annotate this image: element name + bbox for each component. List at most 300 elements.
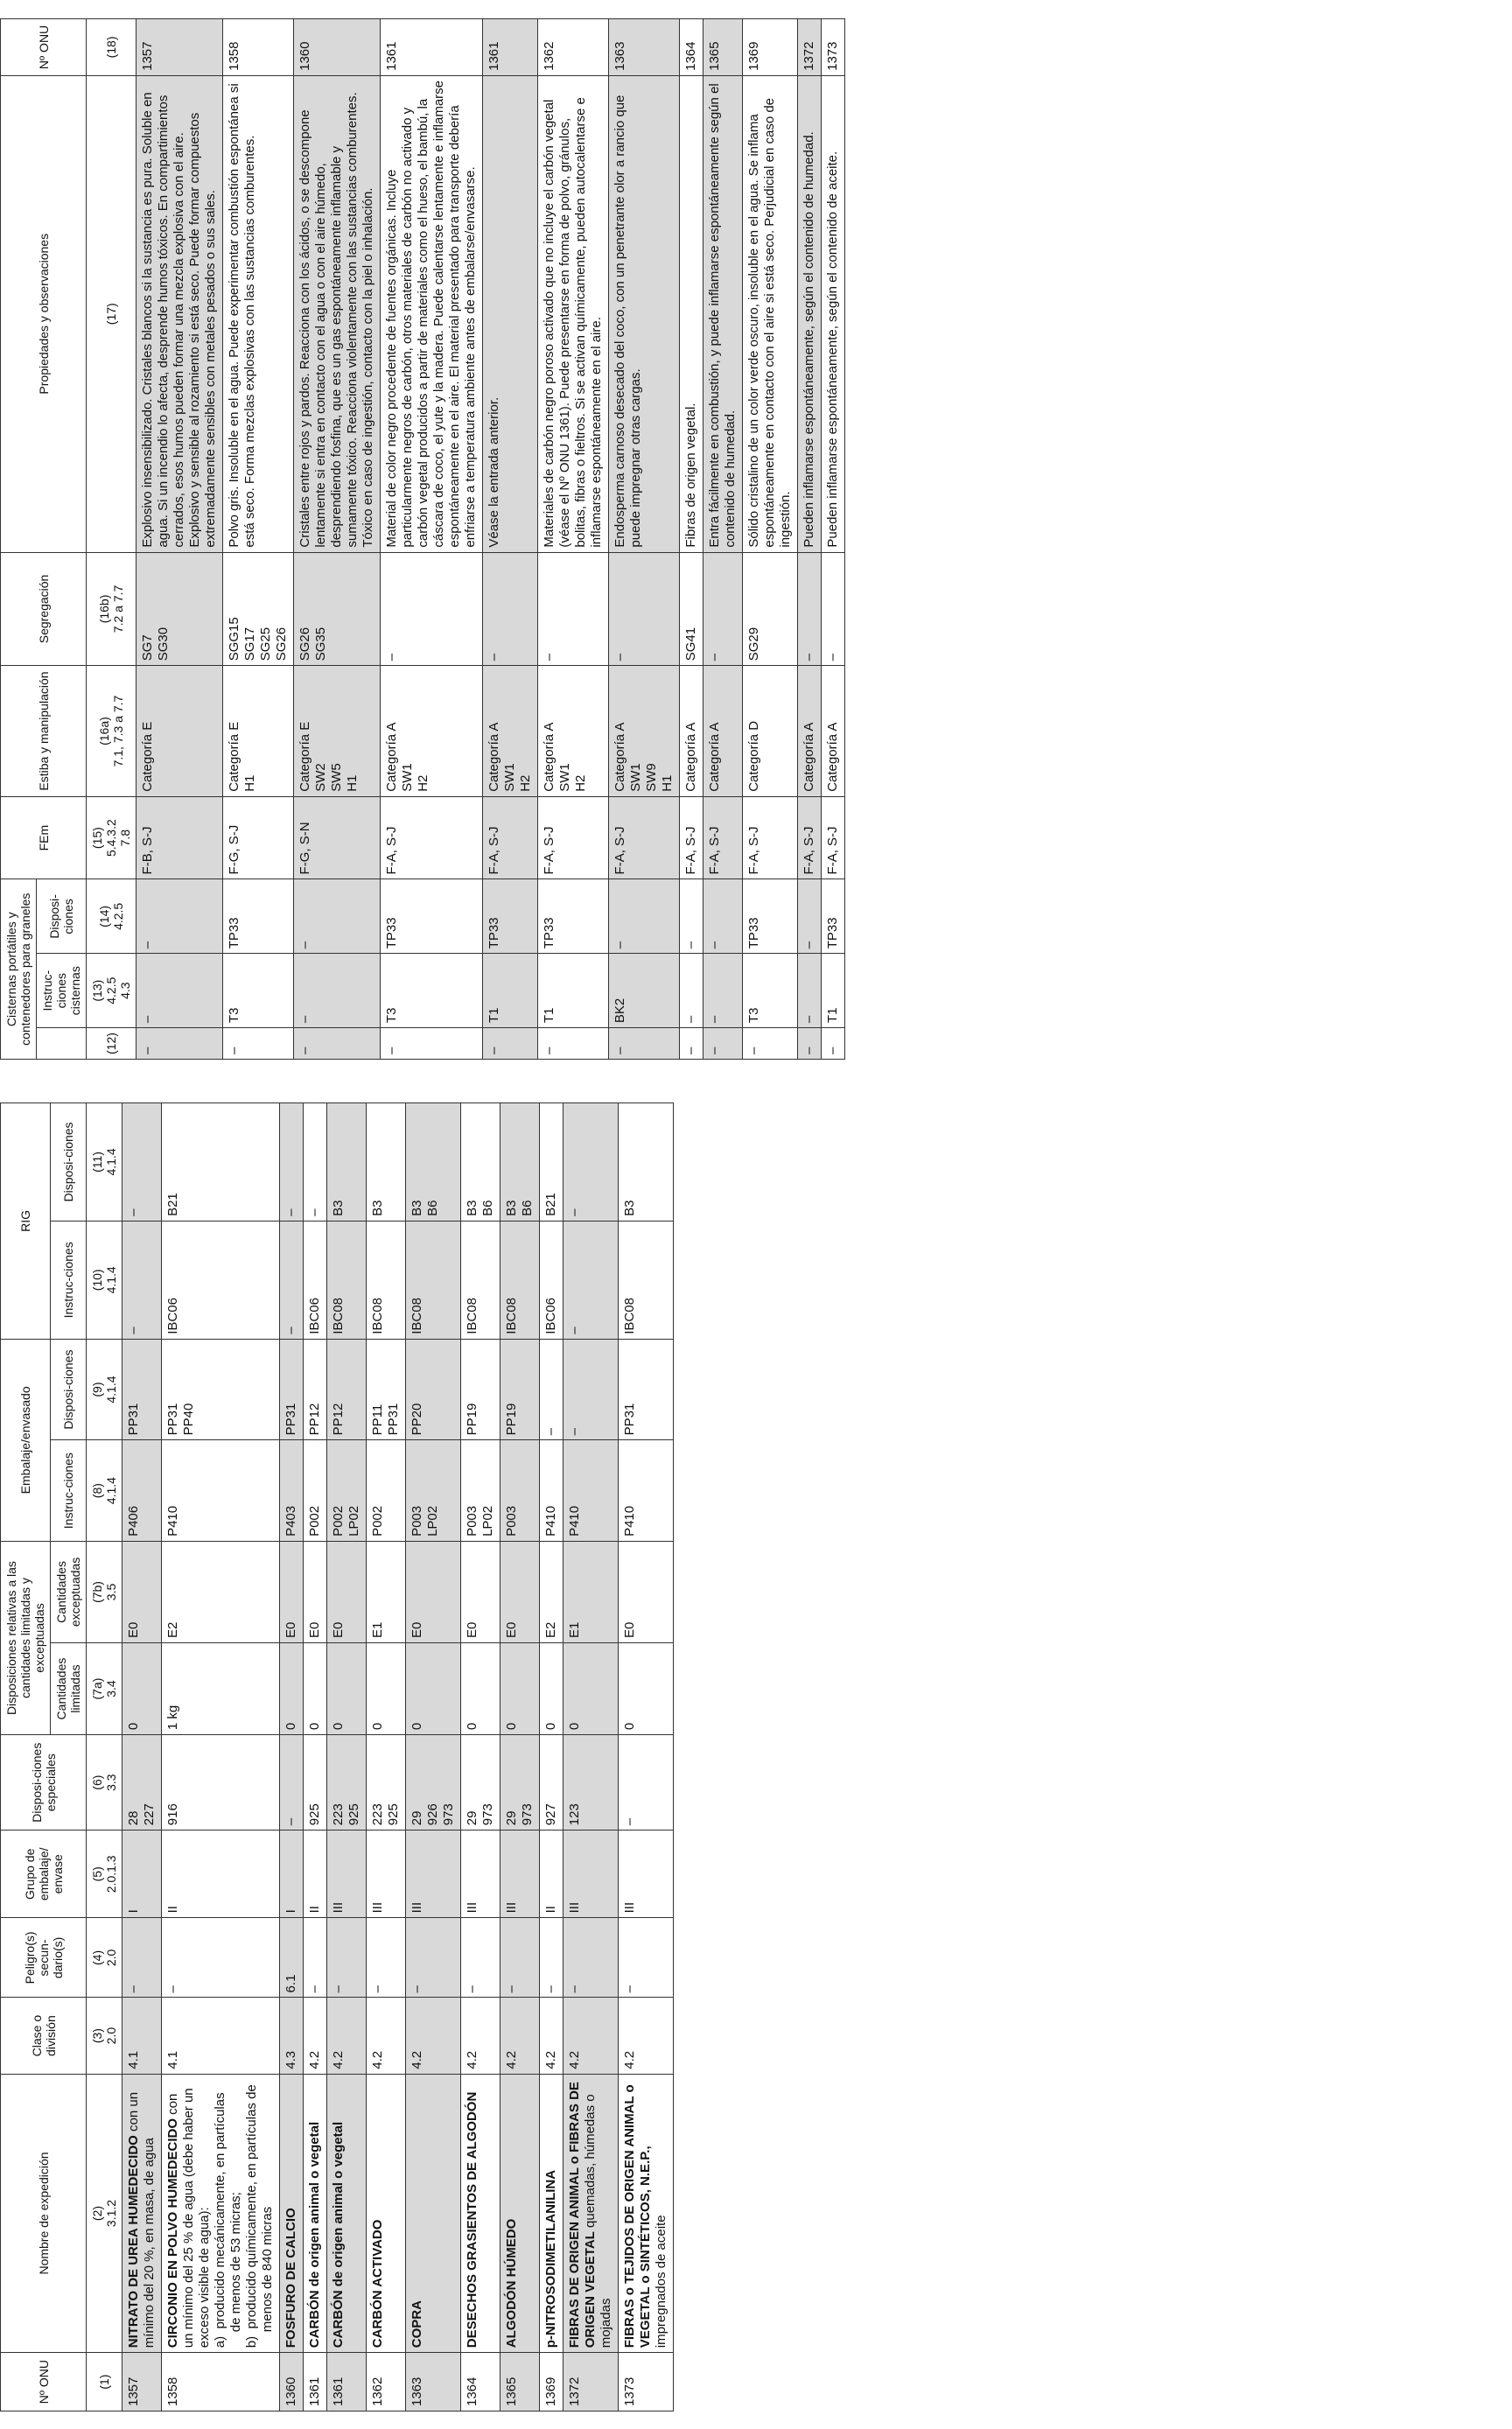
cell-line: 0 xyxy=(284,1722,298,1731)
cell-shipping-name xyxy=(540,2074,564,2352)
cell-line: P410 xyxy=(165,1505,180,1536)
cell-line: 29 xyxy=(504,1810,519,1826)
column-number xyxy=(87,1643,122,1735)
cell-pack-instructions xyxy=(304,1440,327,1542)
cell-ibc-provisions xyxy=(461,1103,500,1222)
shipping-name-main: ALGODÓN HÚMEDO xyxy=(504,2218,519,2348)
cell-excepted-qty xyxy=(162,1541,280,1642)
cell-line: Polvo gris. Insoluble en el agua. Puede experimentar combustión espontánea si está seco. Forma mezclas explosivas con las sustancias comburentes. xyxy=(227,83,257,548)
cell-line: 4.1.4 xyxy=(104,1477,118,1505)
cell-line: 4.2.5 xyxy=(104,976,118,1004)
cell-line: 0 xyxy=(331,1722,346,1731)
cell-line: B21 xyxy=(165,1193,180,1216)
cell-shipping-name xyxy=(500,2074,540,2352)
cell-line: F-A, S-J xyxy=(825,826,840,875)
cell-ems xyxy=(609,796,680,879)
cell-line: SG25 xyxy=(258,626,273,662)
cell-line: (7a) xyxy=(90,1677,104,1700)
cell-line: BK2 xyxy=(612,998,627,1024)
cell-line: 1363 xyxy=(410,2376,424,2406)
cell-packing-group xyxy=(304,1830,327,1918)
cell-packing-group xyxy=(327,1830,367,1918)
shipping-name-qualifier: con un mínimo del 25 % de agua (debe haber un exceso visible de agua): xyxy=(165,2088,212,2348)
cell-tank-provisions xyxy=(609,879,680,954)
cell-tank-instructions xyxy=(136,954,223,1028)
cell-line: – xyxy=(126,1208,141,1216)
cell-line: H1 xyxy=(242,774,257,792)
cell-line: 227 xyxy=(142,1803,157,1826)
cell-ibc-provisions xyxy=(406,1103,461,1222)
cell-pack-provisions xyxy=(122,1339,162,1440)
cell-stowage xyxy=(798,666,822,797)
cell-properties xyxy=(538,75,609,552)
cell-line: E0 xyxy=(307,1621,322,1638)
cell-packing-group xyxy=(564,1830,619,1918)
cell-line: – xyxy=(683,1046,698,1054)
cell-col12 xyxy=(294,1028,381,1060)
cell-line: SG29 xyxy=(746,626,761,662)
cell-shipping-name xyxy=(406,2074,461,2352)
cell-line: (2) xyxy=(90,2205,104,2222)
cell-line: TP33 xyxy=(486,917,501,949)
table-row xyxy=(367,1103,406,2412)
cell-line: (7b) xyxy=(90,1581,104,1603)
cell-tank-instructions xyxy=(483,954,538,1028)
cell-subrisk xyxy=(367,1918,406,1998)
cell-line: E0 xyxy=(284,1621,298,1638)
shipping-name-main: FOSFURO DE CALCIO xyxy=(284,2208,298,2348)
table-row xyxy=(280,1103,304,2412)
cell-col12 xyxy=(822,1028,845,1060)
cell-un xyxy=(743,19,798,76)
cell-line: SW5 xyxy=(329,763,344,792)
cell-properties xyxy=(743,75,798,552)
cell-class xyxy=(367,1998,406,2074)
cell-line: 4.2.5 xyxy=(111,902,125,930)
cell-tank-instructions xyxy=(294,954,381,1028)
cell-ibc-instructions xyxy=(461,1221,500,1339)
cell-line: (12) xyxy=(104,1032,118,1054)
cell-line: (17) xyxy=(104,303,118,326)
cell-line: – xyxy=(612,653,627,662)
cell-line: – xyxy=(567,1208,582,1216)
cell-line: 4.2 xyxy=(370,2050,385,2069)
cell-col12 xyxy=(136,1028,223,1060)
cell-line: 1358 xyxy=(165,2376,180,2406)
cell-line: 1365 xyxy=(707,41,722,71)
cell-line: IBC06 xyxy=(543,1298,558,1334)
cell-line: E0 xyxy=(504,1621,519,1638)
cell-line: 1360 xyxy=(284,2376,298,2406)
cell-line: E1 xyxy=(370,1621,385,1638)
cell-line: PP40 xyxy=(181,1403,196,1436)
table-row xyxy=(162,1103,280,2412)
cell-stowage xyxy=(538,666,609,797)
cell-ems xyxy=(538,796,609,879)
cell-line: 973 xyxy=(520,1803,535,1826)
cell-line: (14) xyxy=(97,905,111,928)
cell-stowage xyxy=(609,666,680,797)
cell-line: 0 xyxy=(567,1722,582,1731)
table-row xyxy=(327,1103,367,2412)
cell-line: – xyxy=(683,941,698,949)
cell-line: – xyxy=(542,653,556,662)
cell-pack-instructions xyxy=(461,1440,500,1542)
cell-line: TP33 xyxy=(542,917,556,949)
cell-ems xyxy=(822,796,845,879)
shipping-name-main: COPRA xyxy=(410,2300,424,2348)
cell-line: SW2 xyxy=(313,763,328,792)
cell-ibc-instructions xyxy=(500,1221,540,1339)
shipping-name-qualifier: quemadas, húmedas o mojadas xyxy=(583,2094,613,2348)
cell-ibc-provisions xyxy=(122,1103,162,1222)
cell-col12 xyxy=(483,1028,538,1060)
cell-line: 1372 xyxy=(802,41,816,71)
table-row xyxy=(381,19,483,1060)
cell-excepted-qty xyxy=(122,1541,162,1642)
cell-line: 1369 xyxy=(543,2376,558,2406)
dangerous-goods-list-left xyxy=(0,1102,674,2412)
cell-un xyxy=(367,2353,406,2412)
cell-col12 xyxy=(381,1028,483,1060)
table-row xyxy=(122,1103,162,2412)
cell-line: PP19 xyxy=(504,1403,519,1436)
cell-line: (5) xyxy=(90,1866,104,1882)
cell-shipping-name xyxy=(304,2074,327,2352)
shipping-name-main: CARBÓN de origen animal o vegetal xyxy=(307,2121,322,2348)
cell-line: – xyxy=(707,1046,722,1054)
cell-pack-provisions xyxy=(619,1339,674,1440)
cell-line: – xyxy=(802,653,816,662)
cell-line: II xyxy=(165,1906,180,1914)
cell-limited-qty xyxy=(162,1643,280,1735)
cell-class xyxy=(500,1998,540,2074)
cell-ibc-instructions xyxy=(619,1221,674,1339)
cell-line: (16b) xyxy=(97,594,111,624)
cell-ibc-instructions xyxy=(540,1221,564,1339)
cell-class xyxy=(564,1998,619,2074)
cell-properties xyxy=(704,75,743,552)
cell-line: (4) xyxy=(90,1950,104,1965)
cell-pack-provisions xyxy=(162,1339,280,1440)
cell-segregation xyxy=(538,552,609,666)
cell-pack-instructions xyxy=(162,1440,280,1542)
table-row xyxy=(461,1103,500,2412)
cell-ibc-provisions xyxy=(540,1103,564,1222)
cell-line: – xyxy=(543,1428,558,1436)
cell-line: (8) xyxy=(90,1483,104,1499)
table-row xyxy=(704,19,743,1060)
cell-col12 xyxy=(704,1028,743,1060)
cell-segregation xyxy=(680,552,704,666)
cell-properties xyxy=(483,75,538,552)
cell-shipping-name xyxy=(619,2074,674,2352)
cell-line: F-A, S-J xyxy=(683,826,698,875)
shipping-name-main: FIBRAS DE ORIGEN ANIMAL o FIBRAS DE ORIGEN VEGETAL xyxy=(567,2082,598,2348)
header-name: Nombre de expedición xyxy=(1,2074,87,2352)
cell-line: 4.1.4 xyxy=(104,1148,118,1176)
cell-limited-qty xyxy=(564,1643,619,1735)
column-number xyxy=(87,1735,122,1830)
cell-limited-qty xyxy=(500,1643,540,1735)
cell-special-provisions xyxy=(500,1735,540,1830)
table-row xyxy=(223,19,294,1060)
table-row xyxy=(500,1103,540,2412)
cell-line: – xyxy=(622,1985,637,1993)
cell-line: 4.2 xyxy=(307,2050,322,2069)
cell-pack-instructions xyxy=(280,1440,304,1542)
cell-line: – xyxy=(486,653,501,662)
cell-subrisk xyxy=(406,1918,461,1998)
cell-line: 3.3 xyxy=(104,1774,118,1791)
cell-tank-instructions xyxy=(743,954,798,1028)
cell-line: 3.1.2 xyxy=(104,2199,118,2228)
header-packaging: Embalaje/envasado xyxy=(1,1339,51,1541)
cell-un xyxy=(162,2353,280,2412)
cell-line: P003 xyxy=(465,1505,480,1536)
cell-line: TP33 xyxy=(384,917,399,949)
cell-line: – xyxy=(165,1985,180,1993)
cell-line: F-A, S-J xyxy=(384,826,399,875)
cell-line: P003 xyxy=(410,1505,424,1536)
cell-excepted-qty xyxy=(280,1541,304,1642)
cell-line: 1373 xyxy=(825,41,840,71)
cell-line: 925 xyxy=(307,1803,322,1826)
cell-line: Véase la entrada anterior. xyxy=(486,396,501,548)
cell-properties xyxy=(798,75,822,552)
cell-line: SG26 xyxy=(298,626,312,662)
cell-line: 0 xyxy=(307,1722,322,1731)
cell-pack-instructions xyxy=(564,1440,619,1542)
cell-pack-provisions xyxy=(406,1339,461,1440)
column-number xyxy=(87,1541,122,1642)
cell-un xyxy=(540,2353,564,2412)
cell-ibc-provisions xyxy=(162,1103,280,1222)
cell-line: – xyxy=(746,1046,761,1054)
cell-line: 1358 xyxy=(227,41,242,71)
cell-special-provisions xyxy=(162,1735,280,1830)
cell-line: IBC06 xyxy=(307,1298,322,1334)
cell-line: 3.4 xyxy=(104,1680,118,1698)
cell-line: 2.0 xyxy=(104,2026,118,2045)
cell-class xyxy=(406,1998,461,2074)
cell-tank-provisions xyxy=(680,879,704,954)
cell-stowage xyxy=(136,666,223,797)
column-number xyxy=(87,552,136,666)
cell-line: 4.1.4 xyxy=(104,1376,118,1404)
cell-line: 927 xyxy=(543,1803,558,1826)
cell-ems xyxy=(294,796,381,879)
cell-ems xyxy=(381,796,483,879)
cell-un xyxy=(704,19,743,76)
cell-line: Materiales de carbón negro poroso activado que no incluye el carbón vegetal (véase el Nº ONU 1361). Puede presentarse en forma de polvo, gránulos, bolitas, fibras o fieltros. Si se activan químicamente, pueden autocalentarse e inflamarse espontáneamente en el aire. xyxy=(542,97,604,548)
cell-line: H1 xyxy=(345,774,360,792)
header-pack-provisions: Disposi-ciones xyxy=(51,1339,87,1440)
cell-line: Categoría E xyxy=(227,721,242,792)
cell-tank-instructions xyxy=(798,954,822,1028)
cell-packing-group xyxy=(162,1830,280,1918)
cell-line: IBC08 xyxy=(370,1298,385,1334)
cell-line: Entra fácilmente en combustión, y puede inflamarse espontáneamente según el contenido de humedad. xyxy=(707,83,738,548)
cell-line: F-A, S-J xyxy=(542,826,556,875)
table-row xyxy=(540,1103,564,2412)
cell-line: III xyxy=(622,1901,637,1914)
table-row xyxy=(743,19,798,1060)
cell-line: Categoría A xyxy=(707,722,722,792)
column-number xyxy=(87,1103,122,1222)
cell-special-provisions xyxy=(461,1735,500,1830)
cell-un xyxy=(136,19,223,76)
cell-line: B21 xyxy=(543,1193,558,1216)
cell-ems xyxy=(483,796,538,879)
cell-col12 xyxy=(609,1028,680,1060)
cell-line: E0 xyxy=(622,1621,637,1638)
cell-segregation xyxy=(609,552,680,666)
cell-line: P410 xyxy=(543,1505,558,1536)
cell-line: PP31 xyxy=(386,1403,401,1436)
cell-line: 0 xyxy=(504,1722,519,1731)
cell-line: – xyxy=(284,1208,298,1216)
cell-line: 1373 xyxy=(622,2376,637,2406)
cell-line: – xyxy=(298,941,312,949)
cell-excepted-qty xyxy=(500,1541,540,1642)
header-ibc-instructions: Instruc-ciones xyxy=(51,1221,87,1339)
header-tank-blank xyxy=(37,1028,87,1060)
cell-line: H2 xyxy=(416,774,430,792)
cell-line: – xyxy=(802,1015,816,1024)
cell-special-provisions xyxy=(406,1735,461,1830)
cell-line: 3.5 xyxy=(104,1583,118,1601)
header-class: Clase o división xyxy=(1,1998,87,2074)
cell-line: Categoría A xyxy=(384,722,399,792)
cell-pack-provisions xyxy=(500,1339,540,1440)
cell-line: – xyxy=(802,1046,816,1054)
cell-line: 4.3 xyxy=(284,2050,298,2069)
cell-segregation xyxy=(743,552,798,666)
cell-line: B3 xyxy=(504,1200,519,1216)
cell-line: – xyxy=(307,1985,322,1993)
cell-line: T3 xyxy=(384,1007,399,1024)
cell-line: – xyxy=(683,1015,698,1024)
cell-stowage xyxy=(483,666,538,797)
cell-line: – xyxy=(612,941,627,949)
cell-class xyxy=(304,1998,327,2074)
cell-shipping-name xyxy=(122,2074,162,2352)
cell-special-provisions xyxy=(327,1735,367,1830)
cell-line: Categoría D xyxy=(746,720,761,792)
cell-class xyxy=(327,1998,367,2074)
cell-line: F-A, S-J xyxy=(612,826,627,875)
cell-tank-provisions xyxy=(822,879,845,954)
cell-line: IBC06 xyxy=(165,1298,180,1334)
cell-line: – xyxy=(298,1046,312,1054)
cell-line: – xyxy=(707,653,722,662)
cell-line: II xyxy=(543,1906,558,1914)
cell-line: – xyxy=(504,1985,519,1993)
cell-ibc-instructions xyxy=(280,1221,304,1339)
cell-line: SW1 xyxy=(400,763,415,792)
cell-line: 1365 xyxy=(504,2376,519,2406)
cell-pack-instructions xyxy=(367,1440,406,1542)
cell-line: (11) xyxy=(90,1152,104,1172)
cell-line: IBC08 xyxy=(331,1298,346,1334)
cell-line: 4.2 xyxy=(465,2050,480,2069)
cell-line: E1 xyxy=(567,1621,582,1638)
cell-line: – xyxy=(298,1015,312,1024)
cell-line: E0 xyxy=(331,1621,346,1638)
table-row xyxy=(136,19,223,1060)
cell-col12 xyxy=(223,1028,294,1060)
cell-ibc-instructions xyxy=(162,1221,280,1339)
cell-properties xyxy=(680,75,704,552)
shipping-name-qualifier: con un mínimo del 20 %, en masa, de agua xyxy=(126,2091,157,2348)
cell-line: P410 xyxy=(622,1505,637,1536)
cell-line: 1362 xyxy=(370,2376,385,2406)
cell-un xyxy=(483,19,538,76)
table-row xyxy=(538,19,609,1060)
cell-line: 1372 xyxy=(567,2376,582,2406)
cell-subrisk xyxy=(280,1918,304,1998)
cell-tank-provisions xyxy=(136,879,223,954)
cell-pack-provisions xyxy=(367,1339,406,1440)
cell-line: Categoría E xyxy=(140,721,155,792)
cell-line: – xyxy=(707,1015,722,1024)
cell-line: 973 xyxy=(441,1803,456,1826)
cell-line: 0 xyxy=(126,1722,141,1731)
column-number xyxy=(87,1998,122,2074)
cell-line: – xyxy=(410,1985,424,1993)
cell-packing-group xyxy=(122,1830,162,1918)
cell-ems xyxy=(704,796,743,879)
cell-line: – xyxy=(126,1326,141,1334)
cell-line: PP31 xyxy=(126,1403,141,1436)
cell-ibc-instructions xyxy=(367,1221,406,1339)
cell-line: I xyxy=(126,1909,141,1914)
cell-line: (13) xyxy=(90,979,104,1002)
cell-un xyxy=(406,2353,461,2412)
cell-subrisk xyxy=(122,1918,162,1998)
cell-tank-provisions xyxy=(704,879,743,954)
cell-special-provisions xyxy=(280,1735,304,1830)
cell-line: SW9 xyxy=(644,763,659,792)
column-number xyxy=(87,75,136,552)
cell-tank-provisions xyxy=(483,879,538,954)
cell-shipping-name xyxy=(327,2074,367,2352)
cell-properties xyxy=(294,75,381,552)
cell-line: – xyxy=(465,1985,480,1993)
cell-line: – xyxy=(140,941,155,949)
cell-class xyxy=(461,1998,500,2074)
cell-line: 916 xyxy=(165,1803,180,1826)
cell-line: PP20 xyxy=(410,1403,424,1436)
cell-un xyxy=(381,19,483,76)
cell-line: F-G, S-N xyxy=(298,822,312,875)
cell-line: Categoría A xyxy=(825,722,840,792)
header-ems: FEm xyxy=(1,796,87,879)
cell-tank-provisions xyxy=(538,879,609,954)
cell-un xyxy=(680,19,704,76)
cell-line: – xyxy=(543,1985,558,1993)
cell-subrisk xyxy=(540,1918,564,1998)
column-number xyxy=(87,1028,136,1060)
cell-ibc-instructions xyxy=(327,1221,367,1339)
column-number xyxy=(87,19,136,76)
cell-line: B3 xyxy=(465,1200,480,1216)
cell-line: SG7 xyxy=(140,634,155,662)
shipping-name-qualifier: impregnados de aceite xyxy=(654,2215,668,2348)
cell-subrisk xyxy=(461,1918,500,1998)
shipping-name-main: CARBÓN ACTIVADO xyxy=(370,2219,385,2348)
